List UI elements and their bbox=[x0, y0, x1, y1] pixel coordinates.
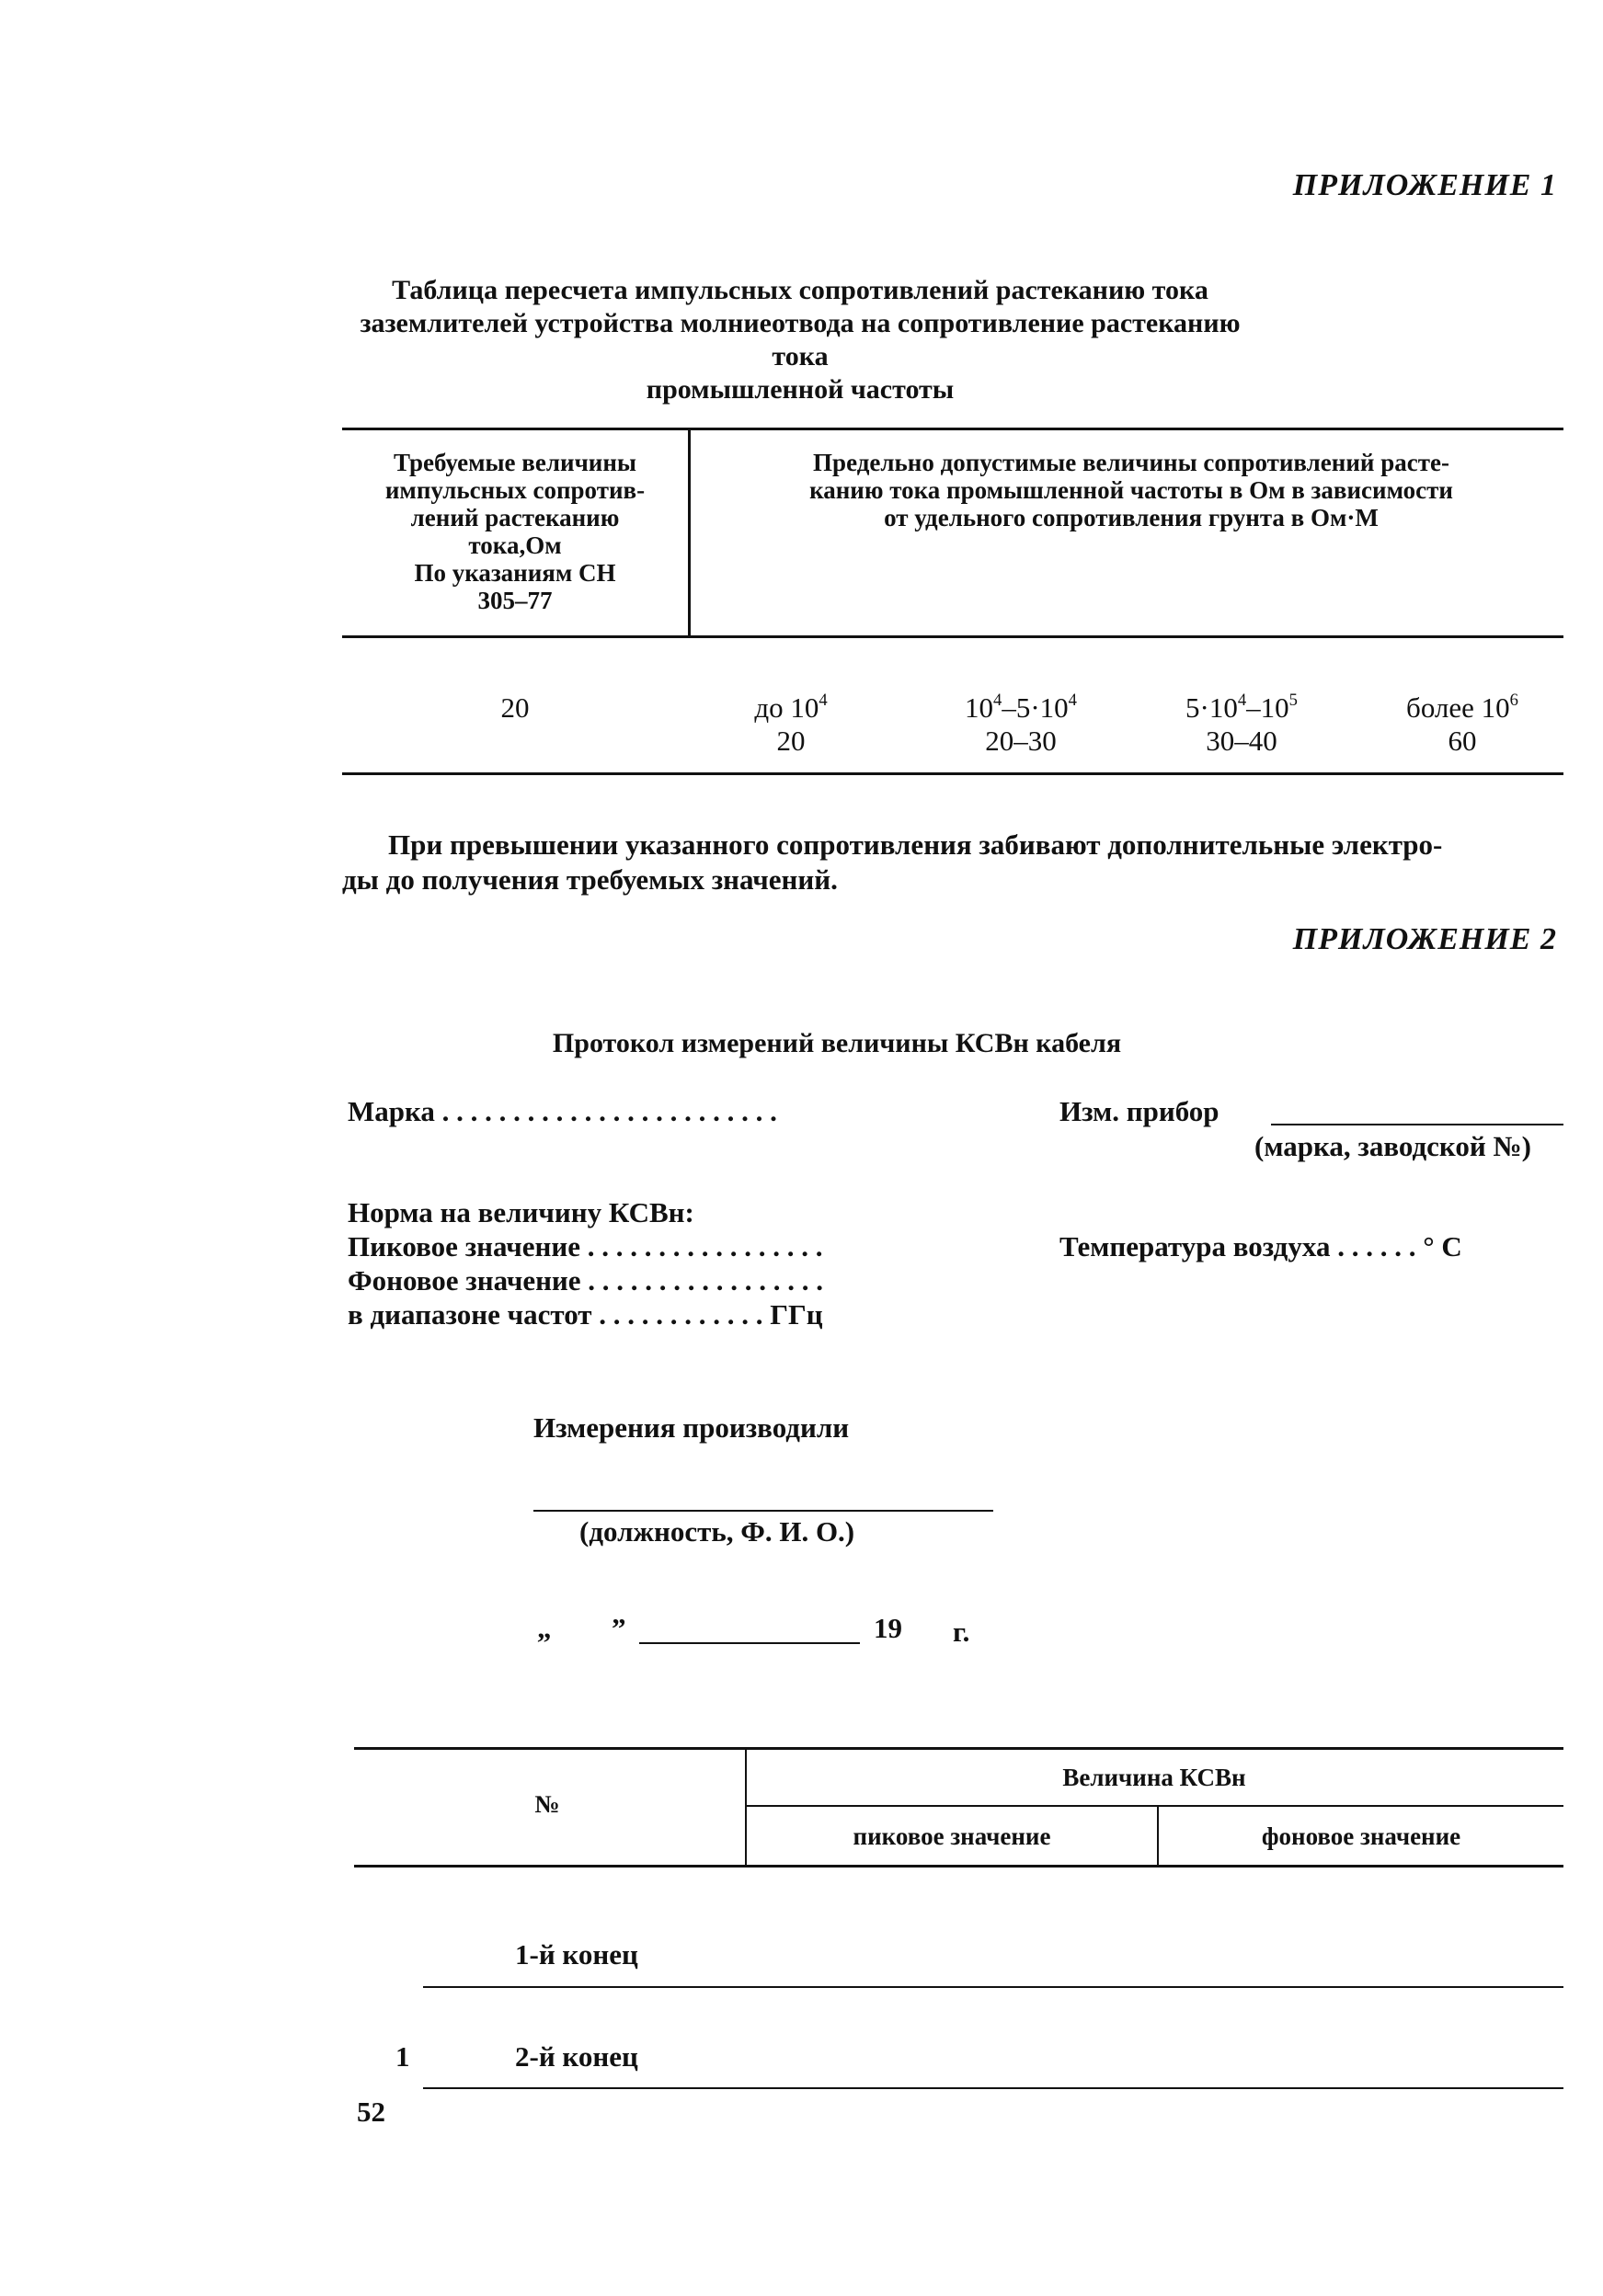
range-label: $10^4-5\cdot 10^4$ bbox=[965, 690, 1077, 724]
position-note: (должность, Ф. И. О.) bbox=[579, 1515, 855, 1548]
range-field: в диапазоне частот . . . . . . . . . . . . ГГц bbox=[348, 1298, 823, 1331]
date-year: 19 bbox=[874, 1612, 902, 1644]
header-line: тока,Ом bbox=[468, 531, 562, 559]
date-quote-open: „ bbox=[537, 1612, 552, 1644]
table2-main-header: Величина КСВн bbox=[1062, 1764, 1246, 1791]
range-value: 20 bbox=[776, 725, 806, 757]
table2-header-rule bbox=[354, 1865, 1563, 1868]
note-line: ды до получения требуемых значений. bbox=[342, 863, 838, 896]
page-number: 52 bbox=[357, 2096, 385, 2128]
table1-top-rule bbox=[342, 428, 1563, 430]
range-value: 60 bbox=[1448, 725, 1477, 757]
table1-left-header bbox=[345, 449, 685, 614]
header-line: импульсных сопротив- bbox=[384, 476, 646, 504]
table2-mid-rule bbox=[745, 1805, 1563, 1807]
measured-by-label: Измерения производили bbox=[533, 1411, 850, 1444]
date-g: г. bbox=[953, 1616, 970, 1648]
date-quote-close: ” bbox=[612, 1612, 626, 1644]
appendix-2-label: ПРИЛОЖЕНИЕ 2 bbox=[1292, 922, 1557, 956]
table2-top-rule bbox=[354, 1747, 1563, 1750]
table2-row-number: 1 bbox=[395, 2040, 410, 2073]
range-label: до $10^4$ bbox=[754, 690, 828, 724]
table1-required-value: 20 bbox=[500, 691, 530, 724]
title-line: промышленной частоты bbox=[646, 374, 955, 405]
device-blank bbox=[1271, 1124, 1563, 1125]
table2-row-2-rule bbox=[423, 2087, 1563, 2089]
table1-col-1 bbox=[699, 691, 883, 758]
note-line: При превышении указанного сопротивления забивают дополнительные электро- bbox=[388, 828, 1443, 861]
table1-col-4 bbox=[1366, 691, 1559, 758]
table2-row-1-rule bbox=[423, 1986, 1563, 1988]
norm-title: Норма на величину КСВн: bbox=[348, 1196, 694, 1228]
table2-row-1-label: 1-й конец bbox=[515, 1938, 638, 1970]
header-line: канию тока промышленной частоты в Ом в зависимости bbox=[809, 476, 1453, 504]
range-label: более $10^6$ bbox=[1406, 690, 1518, 724]
table1-right-header bbox=[699, 449, 1563, 531]
title-line: заземлителей устройства молниеотвода на сопротивление растеканию тока bbox=[360, 308, 1241, 371]
range-label: $5\cdot 10^4-10^5$ bbox=[1185, 690, 1298, 724]
temperature-field: Температура воздуха . . . . . . ° С bbox=[1059, 1230, 1462, 1262]
appendix-1-note bbox=[342, 828, 1565, 897]
appendix-1-title bbox=[340, 274, 1260, 406]
table2-sub-header-background: фоновое значение bbox=[1261, 1822, 1461, 1850]
device-field: Изм. прибор bbox=[1059, 1095, 1219, 1127]
appendix-1-label: ПРИЛОЖЕНИЕ 1 bbox=[1292, 168, 1557, 202]
range-value: 30–40 bbox=[1206, 725, 1277, 757]
table1-col-3 bbox=[1140, 691, 1343, 758]
table2-row-2-label: 2-й конец bbox=[515, 2040, 638, 2073]
header-line: 305–77 bbox=[477, 587, 553, 614]
table2-sub-header-peak: пиковое значение bbox=[853, 1822, 1051, 1850]
signature-line bbox=[533, 1510, 993, 1512]
marka-field: Марка . . . . . . . . . . . . . . . . . . . . . . . . bbox=[348, 1095, 777, 1127]
header-line: лений растеканию bbox=[410, 504, 620, 531]
table1-col-2 bbox=[920, 691, 1122, 758]
header-line: По указаниям СН bbox=[414, 559, 616, 587]
range-value: 20–30 bbox=[985, 725, 1057, 757]
background-field: Фоновое значение . . . . . . . . . . . . . . . . . bbox=[348, 1264, 824, 1296]
device-note: (марка, заводской №) bbox=[1254, 1130, 1531, 1162]
header-line: Предельно допустимые величины сопротивлений расте- bbox=[813, 449, 1449, 476]
appendix-2-title: Протокол измерений величины КСВн кабеля bbox=[552, 1028, 1122, 1058]
peak-field: Пиковое значение . . . . . . . . . . . . . . . . . bbox=[348, 1230, 823, 1262]
header-line: от удельного сопротивления грунта в Ом·М bbox=[884, 504, 1379, 531]
table1-header-rule bbox=[342, 635, 1563, 638]
table2-num-header: № bbox=[534, 1790, 560, 1818]
table1-divider bbox=[688, 428, 691, 637]
date-blank bbox=[639, 1642, 860, 1644]
title-line: Таблица пересчета импульсных сопротивлений растеканию тока bbox=[392, 275, 1208, 305]
header-line: Требуемые величины bbox=[393, 449, 636, 476]
table1-bottom-rule bbox=[342, 772, 1563, 775]
